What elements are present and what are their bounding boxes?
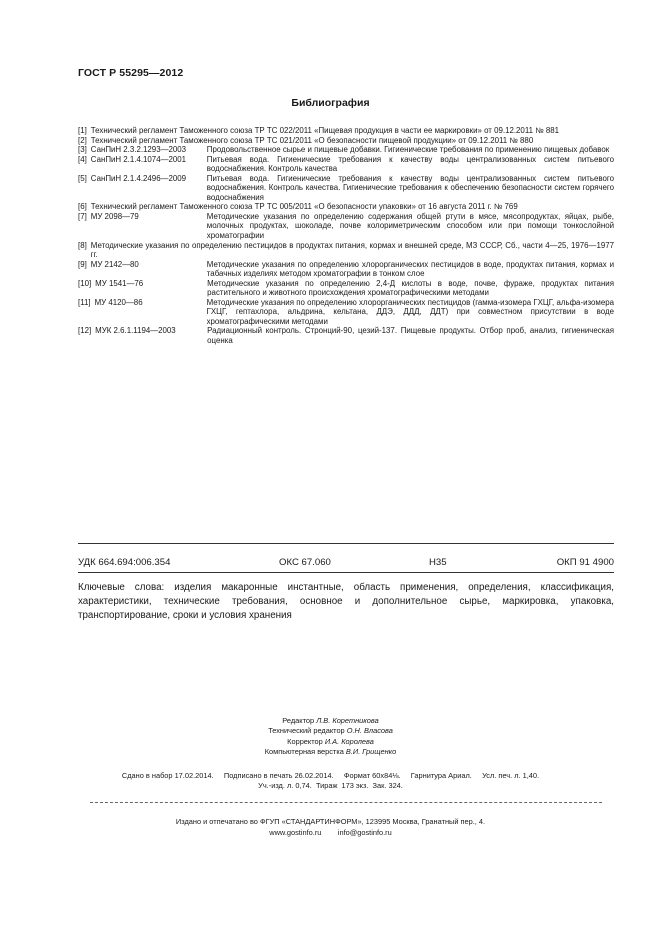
bibliography-entry: [78, 155, 614, 174]
bibliography-entry: [78, 145, 614, 155]
entry-text: Технический регламент Таможенного союза ТР ТС 022/2011 «Пищевая продукция в части ее маркировки» от 09.12.2011 № 881: [90, 126, 560, 135]
bibliography-entry: [78, 260, 614, 279]
credit-line: [0, 737, 661, 747]
bibliography-entry: [78, 126, 614, 136]
imprint-line-1: Сдано в набор 17.02.2014. Подписано в печать 26.02.2014. Формат 60x84⅛. Гарнитура Ариал. Усл. печ. л. 1,40.: [121, 771, 540, 780]
entry-code: МУК 2.6.1.1194—2003: [95, 326, 176, 336]
credit-name: Л.В. Коретникова: [316, 716, 379, 725]
udk-code: УДК 664.694:006.354: [78, 557, 171, 568]
publisher-block: [0, 817, 661, 838]
entry-number: [4]: [78, 154, 87, 164]
publisher-line-1: Издано и отпечатано во ФГУП «СТАНДАРТИНФОРМ», 123995 Москва, Гранатный пер., 4.: [175, 817, 486, 826]
entry-code: МУ 4120—86: [94, 297, 143, 307]
entry-number: [1]: [78, 126, 87, 135]
entry-number: [11]: [78, 297, 91, 307]
entry-number: [9]: [78, 259, 87, 269]
credit-line: [0, 716, 661, 726]
divider-middle: [78, 572, 614, 573]
credit-line: [0, 726, 661, 736]
bibliography-entry: [78, 279, 614, 298]
entry-text: Технический регламент Таможенного союза ТР ТС 005/2011 «О безопасности упаковки» от 16 августа 2011 г. № 769: [90, 202, 518, 212]
bibliography-entry: [78, 202, 614, 212]
entry-code: СанПиН 2.3.2.1293—2003: [90, 145, 187, 155]
entry-number: [6]: [78, 202, 87, 212]
entry-code: МУ 2098—79: [90, 211, 139, 221]
credits-block: [0, 716, 661, 758]
oks-code: ОКС 67.060: [279, 557, 331, 568]
entry-text: Питьевая вода. Гигиенические требования к качеству воды централизованных систем питьевого водоснабжения. Контроль качества: [206, 154, 614, 174]
entry-text: Методические указания по определению хлорорганических пестицидов (гамма-изомера ГХЦГ, альфа-изомера ГХЦГ, гептахлора, альдрина, кельтана, ДДЭ, ДДД, ДДТ) при совместном присутствии в воде хроматографическими методами: [206, 297, 614, 326]
entry-text: Методические указания по определению пестицидов в продуктах питания, кормах и внешней среде, МЗ СССР, Сб., части 4—25, 1976—1977 гг.: [90, 240, 614, 260]
entry-number: [7]: [78, 211, 87, 221]
entry-text: Радиационный контроль. Стронций-90, цезий-137. Пищевые продукты. Отбор проб, анализ, гигиеническая оценка: [207, 326, 614, 346]
entry-text: Методические указания по определению 2,4-Д кислоты в воде, почве, фураже, продуктах питания растительного и животного происхождения хроматографическими методами: [207, 278, 614, 298]
entry-code: МУ 1541—76: [95, 278, 144, 288]
credit-name: О.Н. Власова: [346, 726, 393, 736]
entry-code: МУ 2142—80: [90, 259, 139, 269]
bibliography-entry: [78, 174, 614, 203]
publisher-contacts: www.gostinfo.ru info@gostinfo.ru: [269, 827, 392, 837]
entry-text: Технический регламент Таможенного союза ТР ТС 021/2011 «О безопасности пищевой продукции» от 09.12.2011 № 880: [90, 135, 534, 145]
credit-line: [0, 747, 661, 757]
entry-text: Методические указания по определению содержания общей ртути в мясе, мясопродуктах, яйцах, рыбе, молочных продуктах, шоколаде, почве колориметрическим способом или при помощи тонкослойной хроматографии: [206, 211, 614, 241]
bibliography-entry: [78, 298, 614, 327]
okp-code: ОКП 91 4900: [556, 557, 614, 568]
entry-number: [10]: [78, 278, 92, 288]
credit-name: И.А. Королева: [324, 736, 374, 746]
entry-number: [12]: [78, 326, 92, 336]
bibliography-entry: [78, 136, 614, 146]
entry-code: СанПиН 2.1.4.2496—2009: [90, 173, 187, 183]
entry-code: СанПиН 2.1.4.1074—2001: [90, 154, 187, 164]
entry-number: [3]: [78, 145, 87, 155]
credit-role: Технический редактор: [268, 726, 345, 736]
entry-text: Продовольственное сырье и пищевые добавки. Гигиенические требования по применению пищевых добавок: [206, 145, 610, 155]
bibliography-entry: [78, 212, 614, 241]
credit-name: В.И. Грищенко: [345, 747, 397, 757]
bibliography-entry: [78, 241, 614, 260]
entry-number: [2]: [78, 135, 87, 145]
entry-number: [5]: [78, 173, 87, 183]
credit-role: Компьютерная верстка: [264, 747, 344, 757]
credit-role: Корректор: [287, 736, 323, 746]
keywords: Ключевые слова: изделия макаронные инстантные, область применения, определения, классификация, характеристики, технические требования, основное и дополнительное сырье, маркировка, упаковка, транспортирование, сроки и условия хранения: [78, 582, 614, 622]
bibliography-list: [78, 126, 614, 346]
entry-text: Питьевая вода. Гигиенические требования к качеству воды централизованных систем питьевого водоснабжения. Контроль качества. Гигиенические требования к обеспечению безопасности систем горячего водоснабжения: [206, 173, 614, 202]
bibliography-entry: [78, 326, 614, 345]
bibliography-title: Библиография: [291, 97, 370, 109]
credit-role: Редактор: [282, 716, 315, 725]
standard-designation: ГОСТ Р 55295—2012: [78, 67, 184, 79]
imprint-line-2: Уч.-изд. л. 0,74. Тираж 173 экз. Зак. 324.: [258, 781, 403, 791]
entry-text: Методические указания по определению хлорорганических пестицидов в воде, продуктах питания, кормах и табачных изделиях методом хроматографии в тонком слое: [206, 259, 614, 279]
imprint-block: [0, 771, 661, 792]
divider-top: [78, 543, 614, 544]
dashed-divider: [90, 802, 602, 803]
group-code: Н35: [429, 557, 447, 568]
entry-number: [8]: [78, 240, 87, 250]
